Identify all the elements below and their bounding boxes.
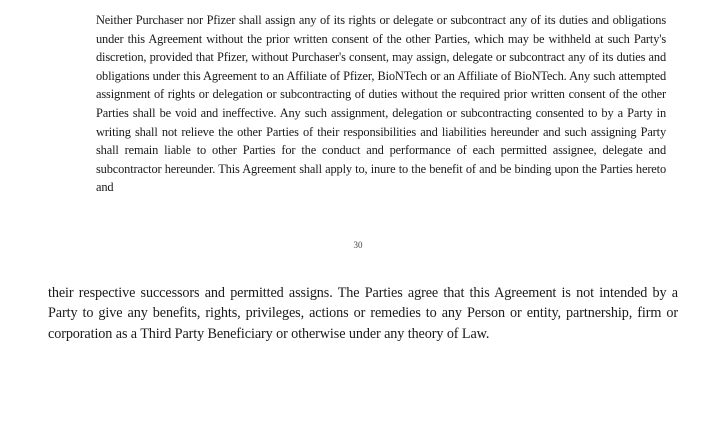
continuation-paragraph: their respective successors and permitted assigns. The Parties agree that this Agreement is not intended by a Party to give any benefits, rights, privileges, actions or remedies to any Person or entity, partnership, firm or corporation as a Third Party Beneficiary or otherwise under any theory of Law. [48,285,678,342]
assignment-clause-paragraph: Neither Purchaser nor Pfizer shall assign any of its rights or delegate or subcontract any of its duties and obligations under this Agreement without the prior written consent of the other Parties, which may be withheld at such Party's discretion, provided that Pfizer, without Purchaser's consent, may assign, delegate or subcontract any of its duties and obligations under this Agreement to an Affiliate of Pfizer, BioNTech or an Affiliate of BioNTech. Any such attempted assignment of rights or delegation or subcontracting of duties without the required prior written consent of the other Parties shall be void and ineffective. Any such assignment, delegation or subcontracting consented to by a Party in writing shall not relieve the other Parties of their responsibilities and liabilities hereunder and such assigning Party shall remain liable to other Parties for the conduct and performance of each permitted assignee, delegate and subcontractor hereunder. This Agreement shall apply to, inure to the benefit of and be binding upon the Parties hereto and [96,13,666,195]
page-number: 30 [353,240,363,250]
